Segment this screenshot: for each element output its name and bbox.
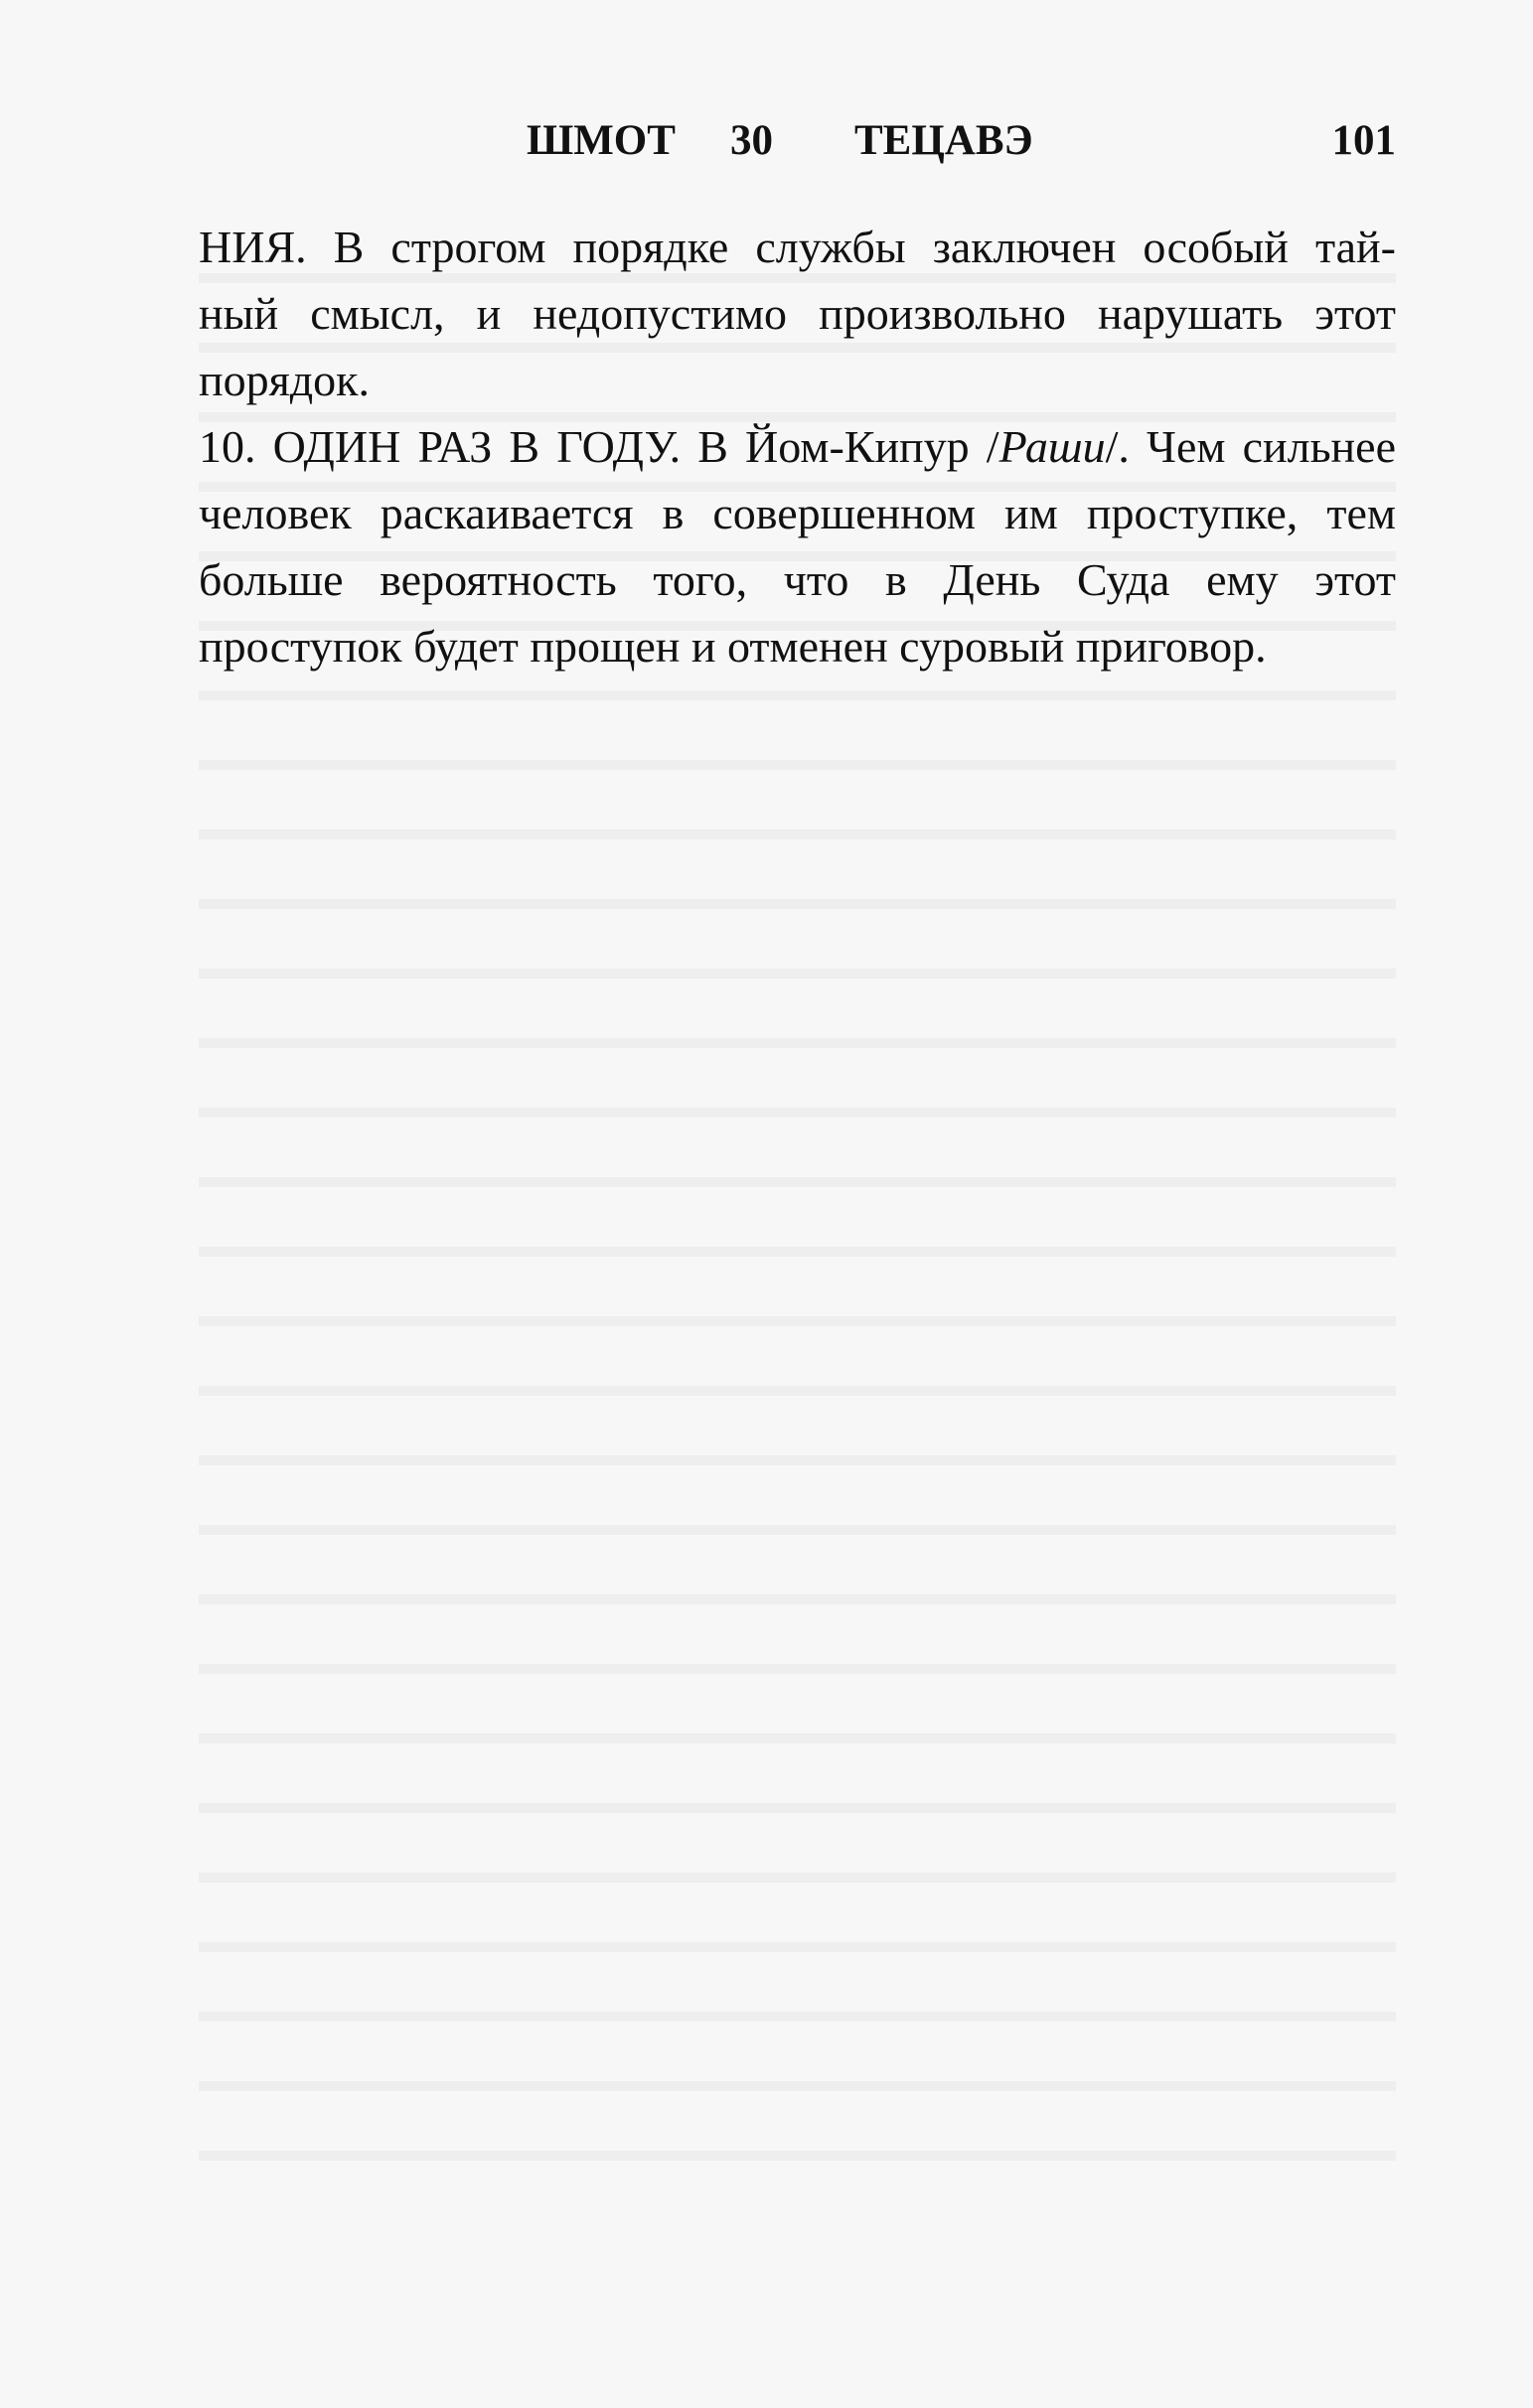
citation-source: Раши	[998, 421, 1106, 472]
running-head-chapter: 30	[730, 117, 773, 164]
running-head-book: ШМОТ	[527, 117, 676, 164]
running-head-portion: ТЕЦАВЭ	[854, 117, 1033, 164]
text-line: проступок будет прощен и отменен суровый приговор.	[199, 621, 1267, 672]
text-line: человек раскаивается в совершенном им проступке, тем	[199, 488, 1396, 538]
text-line: НИЯ. В строгом порядке службы заключен особый тай-	[199, 222, 1396, 272]
text-line: больше вероятность того, что в День Суда ему этот	[199, 554, 1396, 605]
text-fragment: /. Чем сильнее	[1105, 421, 1397, 472]
page-number: 101	[1331, 117, 1396, 164]
running-head	[199, 111, 1396, 171]
text-line: ный смысл, и недопустимо произвольно нарушать этот	[199, 288, 1396, 339]
main-text	[199, 214, 1396, 679]
text-line: порядок.	[199, 355, 371, 405]
text-fragment: 10. ОДИН РАЗ В ГОДУ. В Йом-Кипур /	[199, 421, 999, 472]
text-line-with-citation	[199, 413, 1396, 480]
